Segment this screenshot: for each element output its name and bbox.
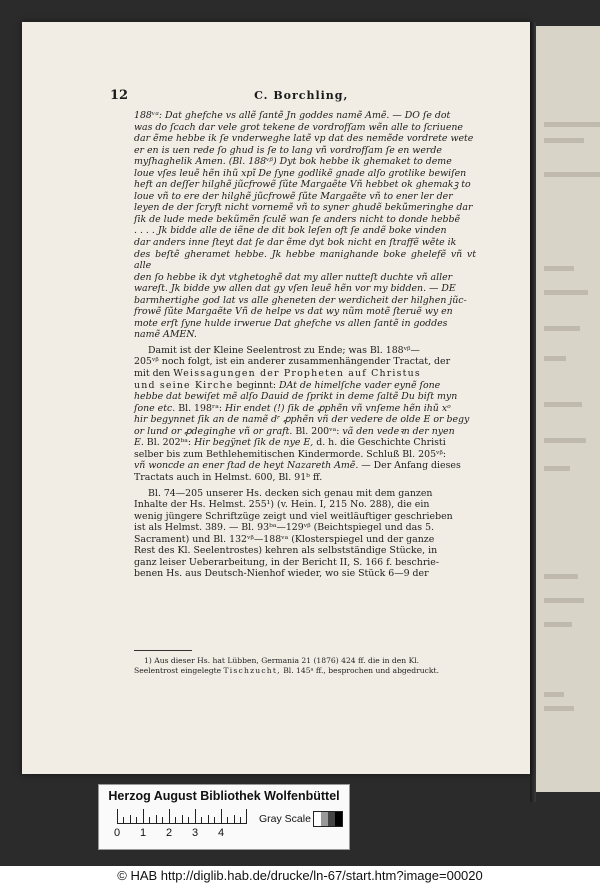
text-line: loue vſes leuẽ hẽn ihũ xpĩ De ſyne godlikẽ gnade alſo grotlike bewiſen xyxy=(134,167,467,179)
text-line: Sacrament) und Bl. 132ᵛᵝ—188ᵛᵃ (Klosterspiegel und der ganze xyxy=(134,533,435,545)
text-line: E. Bl. 202ᵇᵃ: Hir begÿnet ſik de nye E, d. h. die Geschichte Christi xyxy=(134,437,446,449)
paragraph-manuscripts xyxy=(134,488,476,580)
text-line: mit den Weissagungen der Propheten auf Christus xyxy=(134,368,421,380)
text-line: selber bis zum Bethlehemitischen Kindermorde. Schluß Bl. 205ᵛᵝ: xyxy=(134,448,447,460)
paragraph-quote xyxy=(134,110,476,341)
library-name: Herzog August Bibliothek Wolfenbüttel xyxy=(108,789,340,803)
text-line: Inhalte der Hs. Helmst. 255¹) (v. Hein. I, 215 No. 288), die ein xyxy=(134,499,430,511)
text-line: wareſt. Jk bidde yw allen dat gy vſen leuẽ hẽn vor my bidden. — DE xyxy=(134,283,456,295)
text-line: dar anders inne ſteyt dat ſe dar ẽme dyt bok nicht en ſtraffẽ wẽte ik xyxy=(134,237,457,249)
scale-ruler xyxy=(117,809,247,824)
text-line: namẽ AMEN. xyxy=(134,329,197,341)
text-line: or lund or ꝓdeginghe vñ or graft. Bl. 200ᵛᵃ: vã den vedeꝛn der nyen xyxy=(134,425,455,437)
text-line: barmhertighe god lat vs alle gheneten der werdicheit der hilghen jũc- xyxy=(134,294,467,306)
text-line: des beſtẽ gheramet hebbe. Jk hebbe manighande boke ghelefẽ vñ vt alle xyxy=(134,248,476,272)
text-line: loue vñ to ere der hilghẽ jũcfrowẽ ſũte Margaẽte vñ to ener ler der xyxy=(134,190,453,202)
text-line: er en is uen rede ſo ghud is ſe to lang vñ vordrofſam ſe en werde xyxy=(134,144,442,156)
text-line: Rest des Kl. Seelentrostes) kehren als selbstständige Stücke, in xyxy=(134,545,438,557)
gray-scale-swatch xyxy=(313,811,343,827)
gutter xyxy=(530,22,536,802)
footnote-line: 1) Aus dieser Hs. hat Lübben, Germania 21 (1876) 424 ff. die in den Kl. xyxy=(144,656,420,665)
text-line: heft an deſſer hilghẽ jũcfrowẽ ſũte Margaẽte Vñ hebbet ok ghemakꝫ to xyxy=(134,179,471,191)
footer-url[interactable]: © HAB http://diglib.hab.de/drucke/ln-67/start.htm?image=00020 xyxy=(117,868,483,883)
ruler-label: 0 xyxy=(114,827,121,839)
text-line: was do ſcach dar vele grot tekene de vordrofſam wẽn alle to ſcriuene xyxy=(134,121,463,133)
text-line: und seine Kirche beginnt: DAt de himelſche vader eynẽ ſone xyxy=(134,379,441,391)
ruler-label: 1 xyxy=(140,827,147,839)
text-line: ſik de lude mede bekũmẽn ſculẽ wan ſe anders nicht to donde hebbẽ xyxy=(134,213,461,225)
text-line: benen Hs. aus Deutsch-Nienhof wieder, wo sie Stück 6—9 der xyxy=(134,568,429,580)
page-header xyxy=(110,88,480,103)
library-color-bar xyxy=(98,784,350,850)
text-line: hebbe dat bewiſet mẽ alſo Dauid de ſprikt in deme ſaltẽ Du biſt myn xyxy=(134,391,458,403)
text-line: dar ẽme hebbe ik ſe vnderweghe latẽ vp dat des nemẽde vordrete wete xyxy=(134,133,474,145)
footnote xyxy=(134,656,476,676)
text-line: ganz leiser Ueberarbeitung, in der Bericht II, S. 166 f. beschrie- xyxy=(134,556,440,568)
text-line: den ſo hebbe ik dyt vtghetoghẽ dat my aller nutteſt duchte vñ aller xyxy=(134,271,453,283)
text-line: frowẽ ſũte Margaẽte Vñ de helpe vs dat wy nũm motẽ ſteruẽ wy en xyxy=(134,306,453,318)
footnote-line: Seelentrost eingelegte Tischzucht, Bl. 145ᵃ ff., besprochen und abgedruckt. xyxy=(134,666,439,675)
gray-scale-label: Gray Scale xyxy=(259,813,311,825)
ruler-label: 3 xyxy=(192,827,199,839)
text-line: 188ᵛᵃ: Dat ghefche vs allẽ ſantẽ Jn goddes namẽ Amẽ. — DO ſe dot xyxy=(134,110,451,121)
page-number: 12 xyxy=(110,88,129,103)
text-line: vñ woncde an ener ſtad de heyt Nazareth Amẽ. — Der Anfang dieses xyxy=(134,460,461,472)
text-line: myſhaghelik Amen. (Bl. 188ᵛᵝ) Dyt bok hebbe ik ghemaket to deme xyxy=(134,156,452,168)
ruler-label: 4 xyxy=(218,827,225,839)
paragraph-tractat xyxy=(134,345,476,484)
text-line: ſone etc. Bl. 198ʳᵃ: Hir endet (!) ſik de ꝓphẽn vñ vnſeme hẽn ihũ xᵒ xyxy=(134,402,451,414)
text-line: 205ᵛᵝ noch folgt, ist ein anderer zusammenhängender Tractat, der xyxy=(134,356,451,368)
adjacent-page xyxy=(536,26,600,792)
text-line: mote erſt ſyne hulde irwerue Dat ghefche vs allen ſantẽ in goddes xyxy=(134,317,448,329)
text-line: Bl. 74—205 unserer Hs. decken sich genau mit dem ganzen xyxy=(148,487,433,499)
copyright-footer xyxy=(0,866,600,886)
text-line: leyen de der ſcryft nicht vornemẽ vñ to syner ghudẽ bekũmeringhe dar xyxy=(134,202,473,214)
text-line: Damit ist der Kleine Seelentrost zu Ende; was Bl. 188ᵛᵝ— xyxy=(148,344,420,356)
text-line: . . . . Jk bidde alle de iẽne de dit bok leſen oft ſe andẽ boke vinden xyxy=(134,225,447,237)
text-line: hir begynnet ſik an de namẽ dʳ ꝓphẽn vñ der vedere de olde E or begy xyxy=(134,414,470,426)
page-body xyxy=(134,110,476,580)
ruler-label: 2 xyxy=(166,827,173,839)
text-line: ist als Helmst. 389. — Bl. 93ᵇᵃ—129ᵛᵝ (Beichtspiegel und das 5. xyxy=(134,522,435,534)
text-line: wenig jüngere Schriftzüge zeigt und viel weitläuftiger geschrieben xyxy=(134,510,453,522)
footnote-rule xyxy=(134,650,192,651)
text-line: Tractats auch in Helmst. 600, Bl. 91ᵇ ff. xyxy=(134,471,323,483)
running-title: C. Borchling, xyxy=(254,89,349,102)
